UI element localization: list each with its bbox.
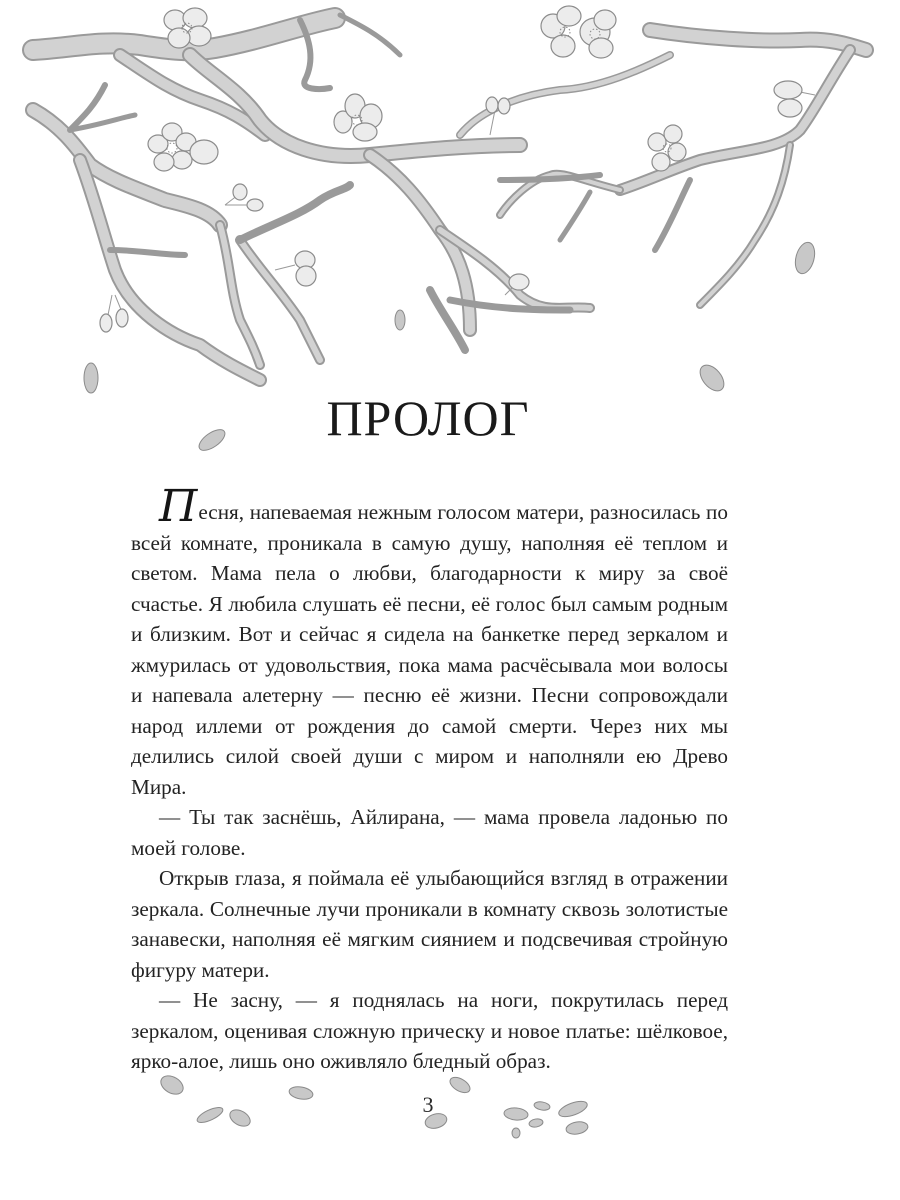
paragraph-1 <box>131 481 728 802</box>
paragraph-1-text: есня, напеваемая нежным голосом матери, разносилась по всей комнате, проникала в самую душу, наполняя её теплом и светом. Мама пела о любви, благодарности к миру за своё счастье. Я любила слушать её песни, её голос был самым родным и близким. Вот и сейчас я сидела на банкетке перед зеркалом и жмурилась от удовольствия, пока мама расчёсывала мои волосы и напевала алетерну — песню её жизни. Песни сопровождали народ иллеми от рождения до самой смерти. Через них мы делились силой своей души с миром и наполняли ею Древо Мира. <box>131 500 728 799</box>
branch-strokes <box>33 15 866 380</box>
paragraph-3: Открыв глаза, я поймала её улыбающийся взгляд в отражении зеркала. Солнечные лучи проникали в комнату сквозь золотистые занавески, наполняя её мягким сиянием и подсвечивая стройную фигуру матери. <box>131 866 728 982</box>
page-number: 3 <box>422 1092 434 1117</box>
paragraph-4: — Не засну, — я поднялась на ноги, покрутилась перед зеркалом, оценивая сложную прическу и новое платье: шёлковое, ярко-алое, лишь оно оживляло бледный образ. <box>131 988 728 1073</box>
body-text <box>131 481 728 1077</box>
paragraph-2: — Ты так заснёшь, Айлирана, — мама провела ладонью по моей голове. <box>131 805 728 860</box>
chapter-title: ПРОЛОГ <box>326 390 530 446</box>
dropcap: П <box>159 481 198 532</box>
